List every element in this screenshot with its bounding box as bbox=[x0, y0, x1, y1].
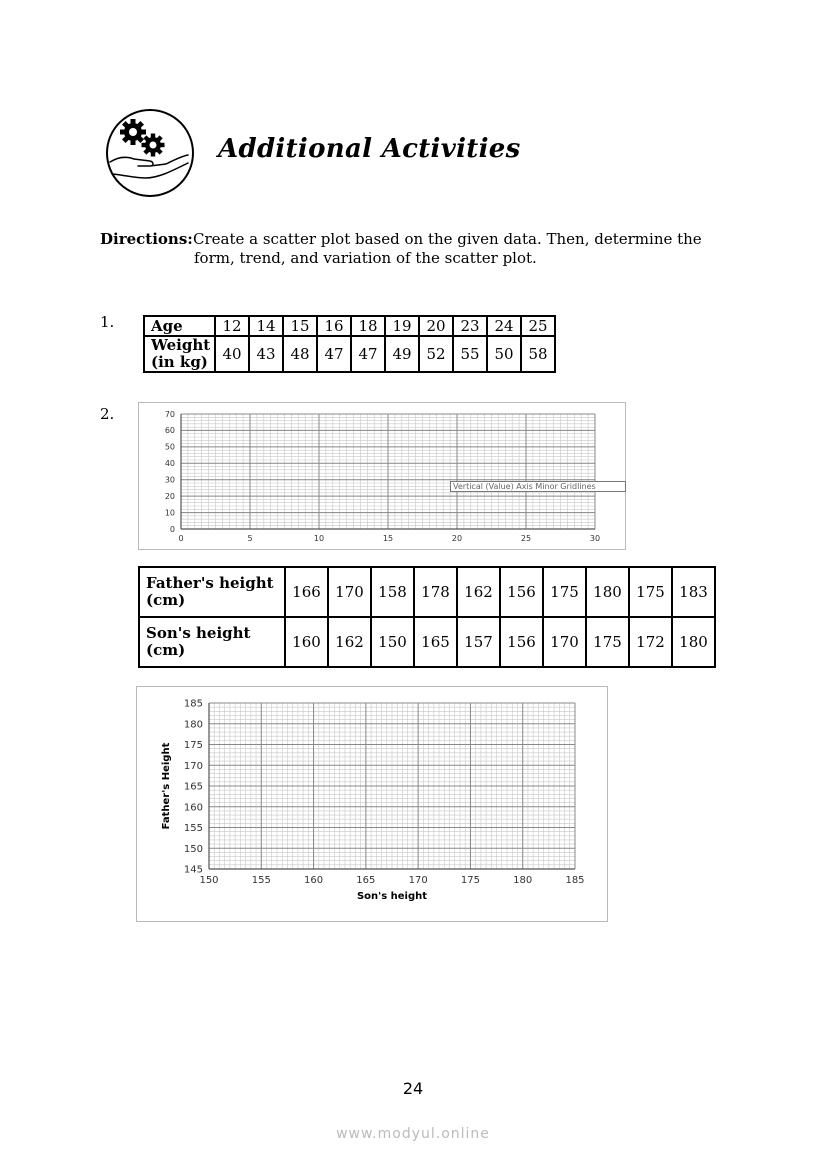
table-cell: 150 bbox=[371, 617, 414, 667]
table-cell: 162 bbox=[457, 567, 500, 617]
table-cell: 55 bbox=[453, 336, 487, 372]
x-tick-label: 175 bbox=[460, 875, 480, 886]
y-tick-label: 150 bbox=[183, 843, 203, 855]
x-tick-label: 5 bbox=[247, 534, 253, 543]
y-tick-label: 0 bbox=[169, 524, 175, 534]
table-cell: 175 bbox=[629, 567, 672, 617]
x-tick-label: 20 bbox=[451, 534, 463, 543]
y-tick-label: 160 bbox=[183, 802, 203, 814]
gears-hand-icon bbox=[104, 108, 196, 198]
y-tick-label: 40 bbox=[164, 459, 175, 469]
table-cell: 48 bbox=[283, 336, 317, 372]
row-header: Son's height (cm) bbox=[139, 617, 285, 667]
table-cell: 25 bbox=[521, 316, 555, 336]
table-cell: 20 bbox=[419, 316, 453, 336]
table-cell: 12 bbox=[215, 316, 249, 336]
scatter-grid-chart-1 bbox=[138, 402, 626, 550]
table-row bbox=[139, 567, 715, 617]
table-cell: 40 bbox=[215, 336, 249, 372]
x-tick-label: 165 bbox=[356, 875, 376, 886]
table-cell: 58 bbox=[521, 336, 555, 372]
y-tick-label: 10 bbox=[164, 508, 175, 518]
table-cell: 24 bbox=[487, 316, 521, 336]
scatter-grid-chart-2 bbox=[136, 686, 608, 922]
table-cell: 180 bbox=[672, 617, 715, 667]
table-cell: 166 bbox=[285, 567, 328, 617]
table-cell: 15 bbox=[283, 316, 317, 336]
page-number: 24 bbox=[402, 1079, 424, 1098]
x-axis-label: Son's height bbox=[356, 891, 428, 902]
table-cell: 16 bbox=[317, 316, 351, 336]
y-tick-label: 50 bbox=[164, 442, 175, 452]
x-tick-label: 25 bbox=[520, 534, 532, 543]
y-tick-label: 155 bbox=[183, 823, 203, 834]
table-cell: 156 bbox=[500, 617, 543, 667]
y-tick-label: 70 bbox=[164, 409, 175, 419]
table-row bbox=[144, 316, 555, 336]
directions-text-line2: form, trend, and variation of the scatter plot. bbox=[194, 249, 537, 267]
x-tick-label: 160 bbox=[304, 875, 324, 886]
table-cell: 178 bbox=[414, 567, 457, 617]
y-tick-label: 20 bbox=[164, 491, 175, 501]
page-title: Additional Activities bbox=[218, 134, 521, 164]
chart-1-svg bbox=[139, 403, 625, 549]
table-cell: 180 bbox=[586, 567, 629, 617]
table-cell: 156 bbox=[500, 567, 543, 617]
y-tick-label: 185 bbox=[183, 698, 203, 710]
x-tick-label: 30 bbox=[589, 534, 601, 543]
y-tick-label: 180 bbox=[183, 719, 203, 731]
row-header: Age bbox=[144, 316, 215, 336]
x-tick-label: 15 bbox=[382, 534, 394, 543]
directions-label: Directions: bbox=[100, 230, 193, 248]
table-cell: 172 bbox=[629, 617, 672, 667]
x-tick-label: 150 bbox=[199, 875, 219, 886]
y-tick-label: 30 bbox=[164, 475, 175, 485]
chart-2-svg bbox=[137, 687, 607, 921]
table-cell: 19 bbox=[385, 316, 419, 336]
x-tick-label: 170 bbox=[408, 875, 428, 886]
table-cell: 165 bbox=[414, 617, 457, 667]
table-cell: 14 bbox=[249, 316, 283, 336]
table-cell: 157 bbox=[457, 617, 500, 667]
directions-text-line1: Create a scatter plot based on the given data. Then, determine the bbox=[193, 230, 702, 248]
table-cell: 18 bbox=[351, 316, 385, 336]
watermark: www.modyul.online bbox=[336, 1126, 490, 1142]
item-number-2: 2. bbox=[100, 405, 115, 423]
table-cell: 47 bbox=[317, 336, 351, 372]
table-cell: 49 bbox=[385, 336, 419, 372]
height-table bbox=[138, 566, 716, 668]
row-header: Weight (in kg) bbox=[144, 336, 215, 372]
y-axis-label: Father's Height bbox=[161, 742, 172, 830]
x-tick-label: 10 bbox=[313, 534, 325, 543]
y-tick-label: 175 bbox=[183, 740, 203, 751]
table-cell: 160 bbox=[285, 617, 328, 667]
table-cell: 52 bbox=[419, 336, 453, 372]
directions bbox=[100, 230, 720, 268]
table-row bbox=[144, 336, 555, 372]
y-tick-label: 170 bbox=[183, 760, 203, 772]
table-cell: 183 bbox=[672, 567, 715, 617]
x-tick-label: 180 bbox=[513, 875, 533, 886]
table-cell: 50 bbox=[487, 336, 521, 372]
table-cell: 170 bbox=[328, 567, 371, 617]
row-header: Father's height (cm) bbox=[139, 567, 285, 617]
table-cell: 158 bbox=[371, 567, 414, 617]
x-tick-label: 0 bbox=[178, 534, 184, 543]
x-tick-label: 185 bbox=[565, 875, 585, 886]
table-cell: 23 bbox=[453, 316, 487, 336]
table-row bbox=[139, 617, 715, 667]
table-cell: 170 bbox=[543, 617, 586, 667]
age-weight-table bbox=[143, 315, 556, 373]
table-cell: 175 bbox=[543, 567, 586, 617]
table-cell: 47 bbox=[351, 336, 385, 372]
table-cell: 175 bbox=[586, 617, 629, 667]
y-tick-label: 145 bbox=[183, 864, 203, 876]
gridline-tooltip: Vertical (Value) Axis Minor Gridlines bbox=[450, 481, 626, 492]
x-tick-label: 155 bbox=[251, 875, 271, 886]
y-tick-label: 60 bbox=[164, 426, 175, 436]
y-tick-label: 165 bbox=[183, 781, 203, 793]
table-cell: 43 bbox=[249, 336, 283, 372]
table-cell: 162 bbox=[328, 617, 371, 667]
item-number-1: 1. bbox=[100, 313, 115, 331]
